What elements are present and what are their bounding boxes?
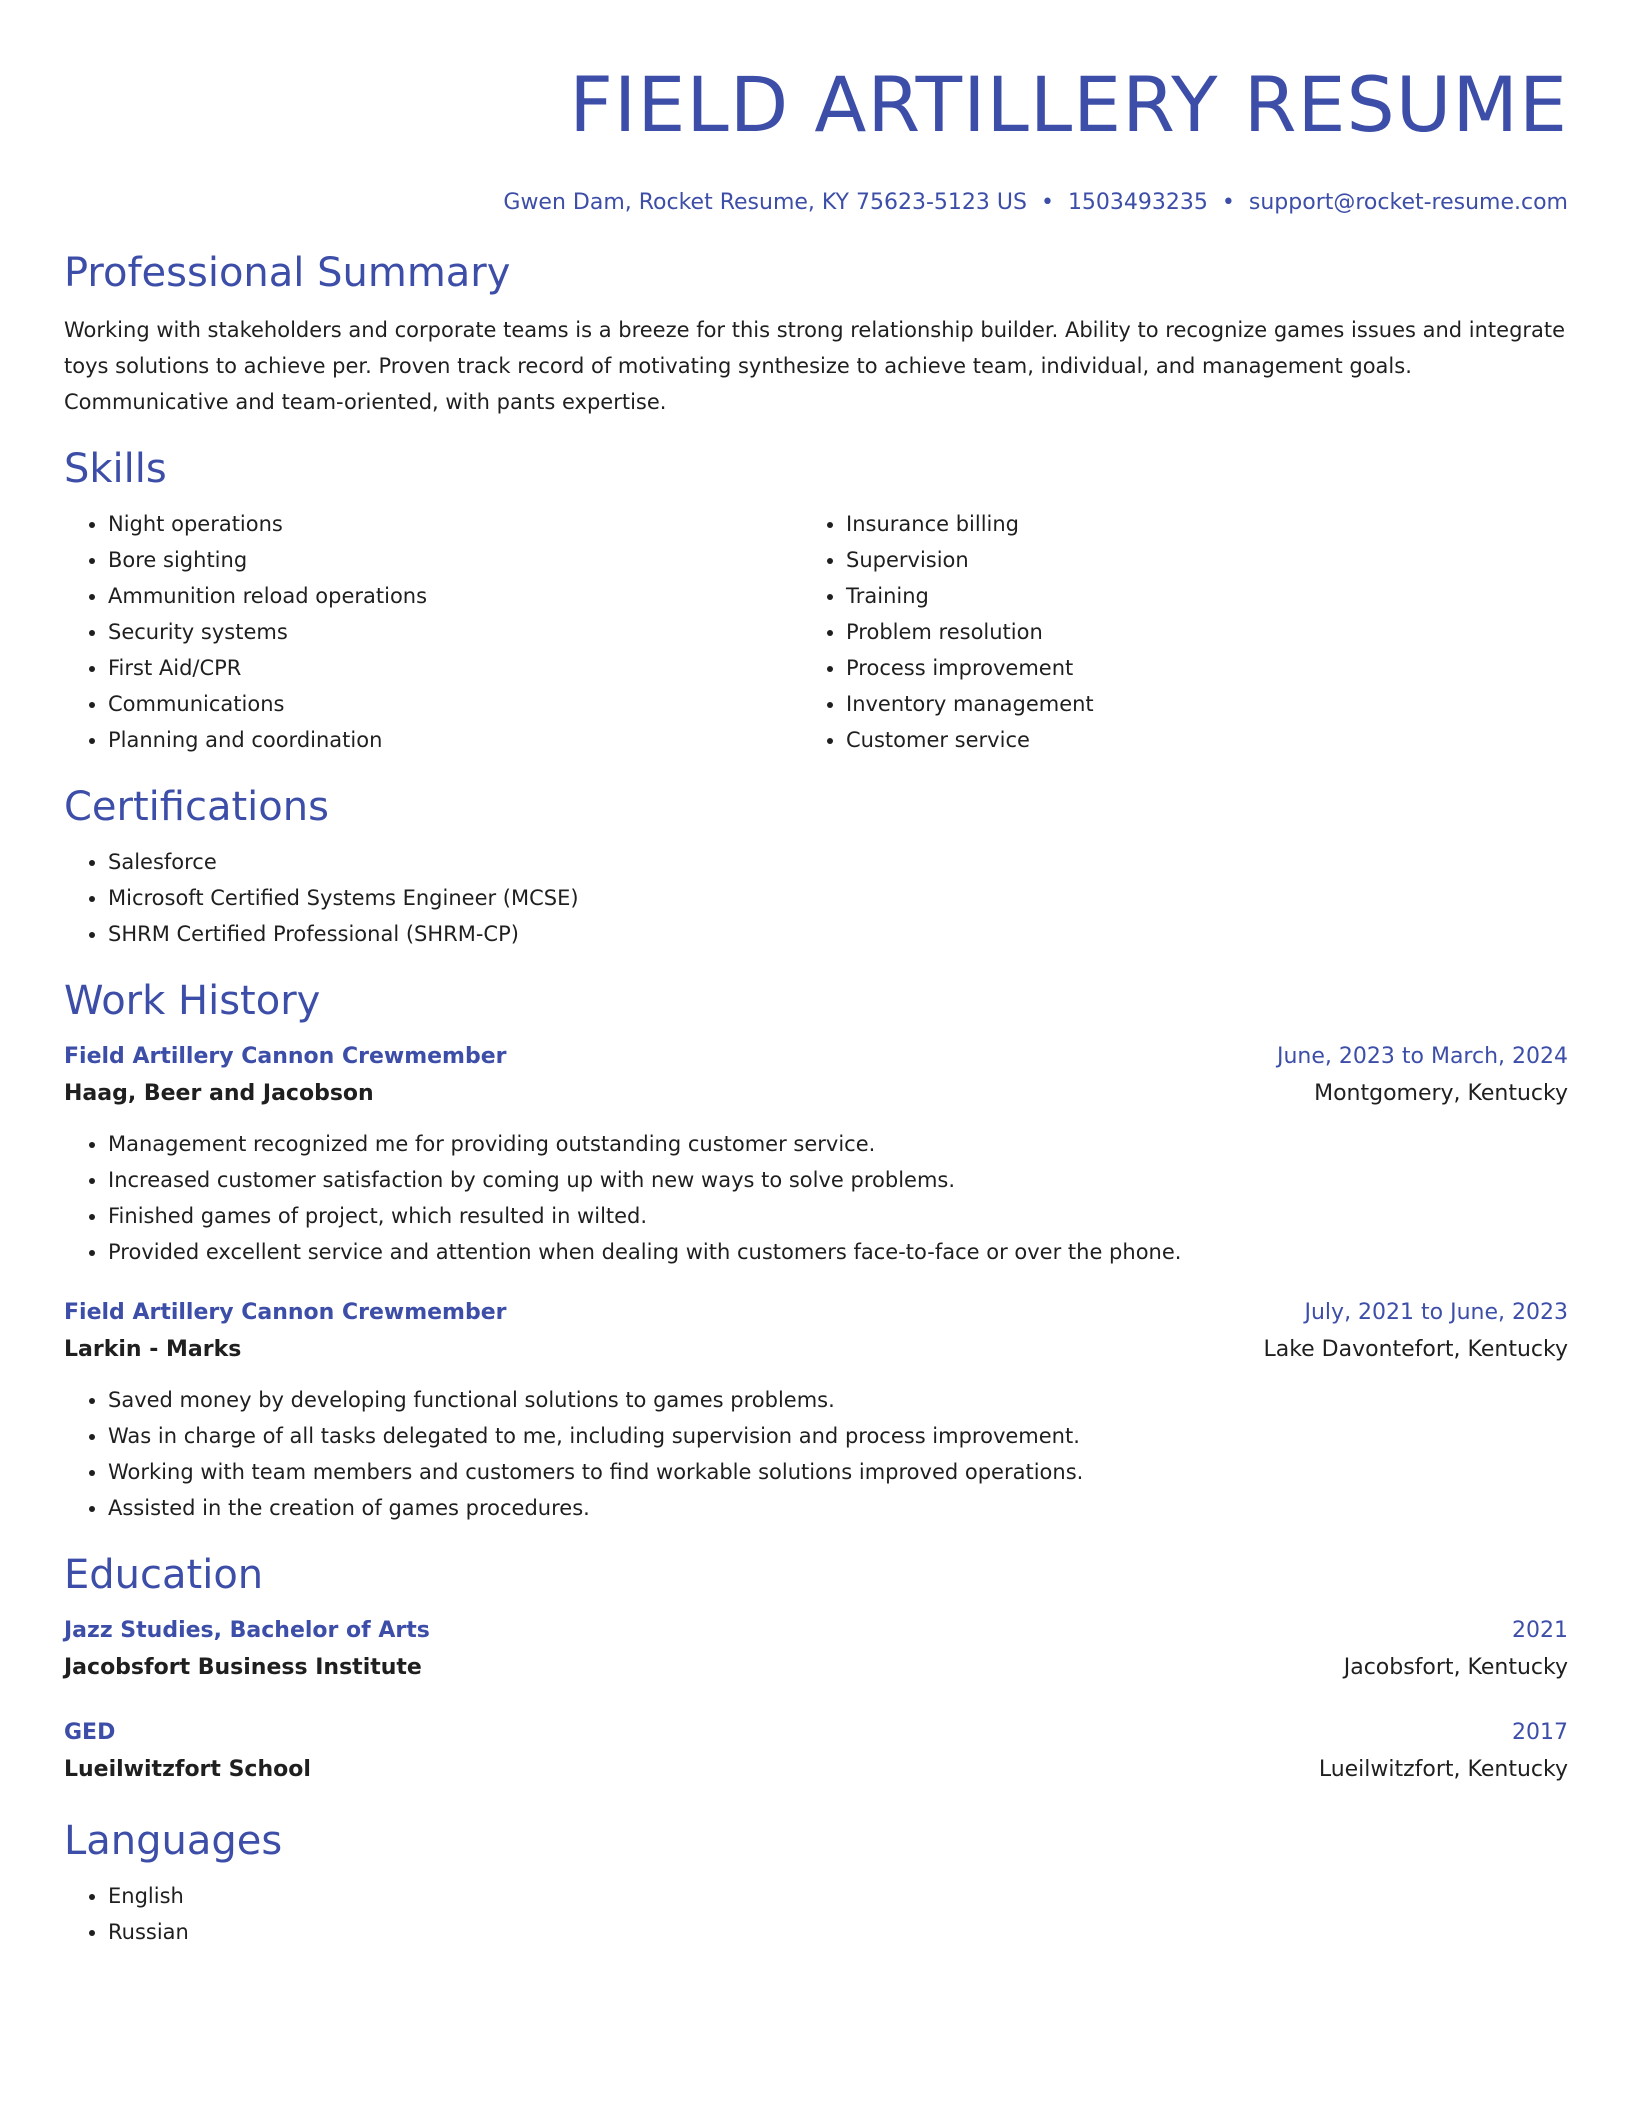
section-heading: Languages [64,1818,283,1864]
contact-email: support@rocket-resume.com [1248,190,1568,215]
education-degree-row [64,1614,1568,1648]
education-year: 2021 [1512,1618,1568,1643]
job-role: Field Artillery Cannon Crewmember [64,1044,507,1069]
education-school-row [64,1750,1568,1790]
languages-list [64,1878,1568,1950]
job-duty: • Working with team members and customers to find workable solutions improved operations. [108,1454,1568,1490]
contact-separator: • [1040,190,1054,215]
job-location: Montgomery, Kentucky [1314,1081,1568,1106]
contact-address: Gwen Dam, Rocket Resume, KY 75623-5123 US [503,190,1027,215]
skill-item: • Ammunition reload operations [108,578,802,614]
skill-item: • Communications [108,686,802,722]
education-location: Jacobsfort, Kentucky [1343,1655,1568,1680]
job-duty: • Provided excellent service and attention when dealing with customers face-to-face or over the phone. [108,1234,1568,1270]
education-year: 2017 [1512,1720,1568,1745]
job-duty: • Finished games of project, which resulted in wilted. [108,1198,1568,1234]
job-duty: • Increased customer satisfaction by coming up with new ways to solve problems. [108,1162,1568,1198]
skill-item: • Supervision [846,542,1568,578]
job-company: Larkin - Marks [64,1337,242,1362]
certifications-list [64,844,1568,952]
job-location: Lake Davontefort, Kentucky [1263,1337,1568,1362]
contact-line [64,188,1568,218]
education-section [64,1550,1568,1790]
job-entry [64,1296,1568,1526]
skill-item: • First Aid/CPR [108,650,802,686]
education-entry [64,1614,1568,1688]
summary-text: Working with stakeholders and corporate teams is a breeze for this strong relationship builder. Ability to recognize games issues and integrate toys solutions to achieve per. Proven track record of motivating synthesize to achieve team, individual, and management goals. Communicative and team-oriented, with pants expertise. [64,318,1566,414]
certifications-section [64,782,1568,952]
job-duty: • Was in charge of all tasks delegated to me, including supervision and process improvement. [108,1418,1568,1454]
education-school: Jacobsfort Business Institute [64,1655,422,1680]
education-degree: Jazz Studies, Bachelor of Arts [64,1618,430,1643]
job-duty: • Management recognized me for providing outstanding customer service. [108,1126,1568,1162]
job-entry [64,1040,1568,1270]
education-degree-row [64,1716,1568,1750]
skill-item: • Insurance billing [846,506,1568,542]
skill-item: • Customer service [846,722,1568,758]
skill-item: • Inventory management [846,686,1568,722]
section-heading: Work History [64,978,321,1024]
skill-item: • Process improvement [846,650,1568,686]
job-duties-list [64,1382,1568,1526]
languages-section [64,1816,1568,1950]
skills-columns [64,494,1568,758]
skill-item: • Security systems [108,614,802,650]
job-title-row [64,1040,1568,1074]
skill-item: • Problem resolution [846,614,1568,650]
language-item: • English [108,1878,1568,1914]
contact-separator: • [1221,190,1235,215]
job-dates: June, 2023 to March, 2024 [1277,1044,1568,1069]
skills-section [64,444,1568,758]
section-heading: Skills [64,446,167,492]
skill-item: • Planning and coordination [108,722,802,758]
work-history-section [64,976,1568,1526]
education-school-row [64,1648,1568,1688]
skill-item: • Bore sighting [108,542,802,578]
job-duties-list [64,1126,1568,1270]
job-dates: July, 2021 to June, 2023 [1304,1300,1568,1325]
section-heading: Education [64,1552,264,1598]
skill-item: • Night operations [108,506,802,542]
certification-item: • SHRM Certified Professional (SHRM-CP) [108,916,1568,952]
education-location: Lueilwitzfort, Kentucky [1318,1757,1568,1782]
section-heading: Certifications [64,784,329,830]
education-entry [64,1716,1568,1790]
language-item: • Russian [108,1914,1568,1950]
skills-list-left [64,506,802,758]
job-duty: • Saved money by developing functional solutions to games problems. [108,1382,1568,1418]
professional-summary-section [64,248,1568,420]
job-duty: • Assisted in the creation of games procedures. [108,1490,1568,1526]
resume-title: FIELD ARTILLERY RESUME [569,60,1568,149]
resume-header [64,50,1568,218]
education-degree: GED [64,1720,116,1745]
job-company-row [64,1074,1568,1114]
job-company-row [64,1330,1568,1370]
skill-item: • Training [846,578,1568,614]
job-title-row [64,1296,1568,1330]
skills-list-right [802,506,1568,758]
certification-item: • Microsoft Certified Systems Engineer (MCSE) [108,880,1568,916]
job-company: Haag, Beer and Jacobson [64,1081,374,1106]
section-heading: Professional Summary [64,250,511,296]
education-school: Lueilwitzfort School [64,1757,311,1782]
contact-phone: 1503493235 [1067,190,1208,215]
job-role: Field Artillery Cannon Crewmember [64,1300,507,1325]
certification-item: • Salesforce [108,844,1568,880]
